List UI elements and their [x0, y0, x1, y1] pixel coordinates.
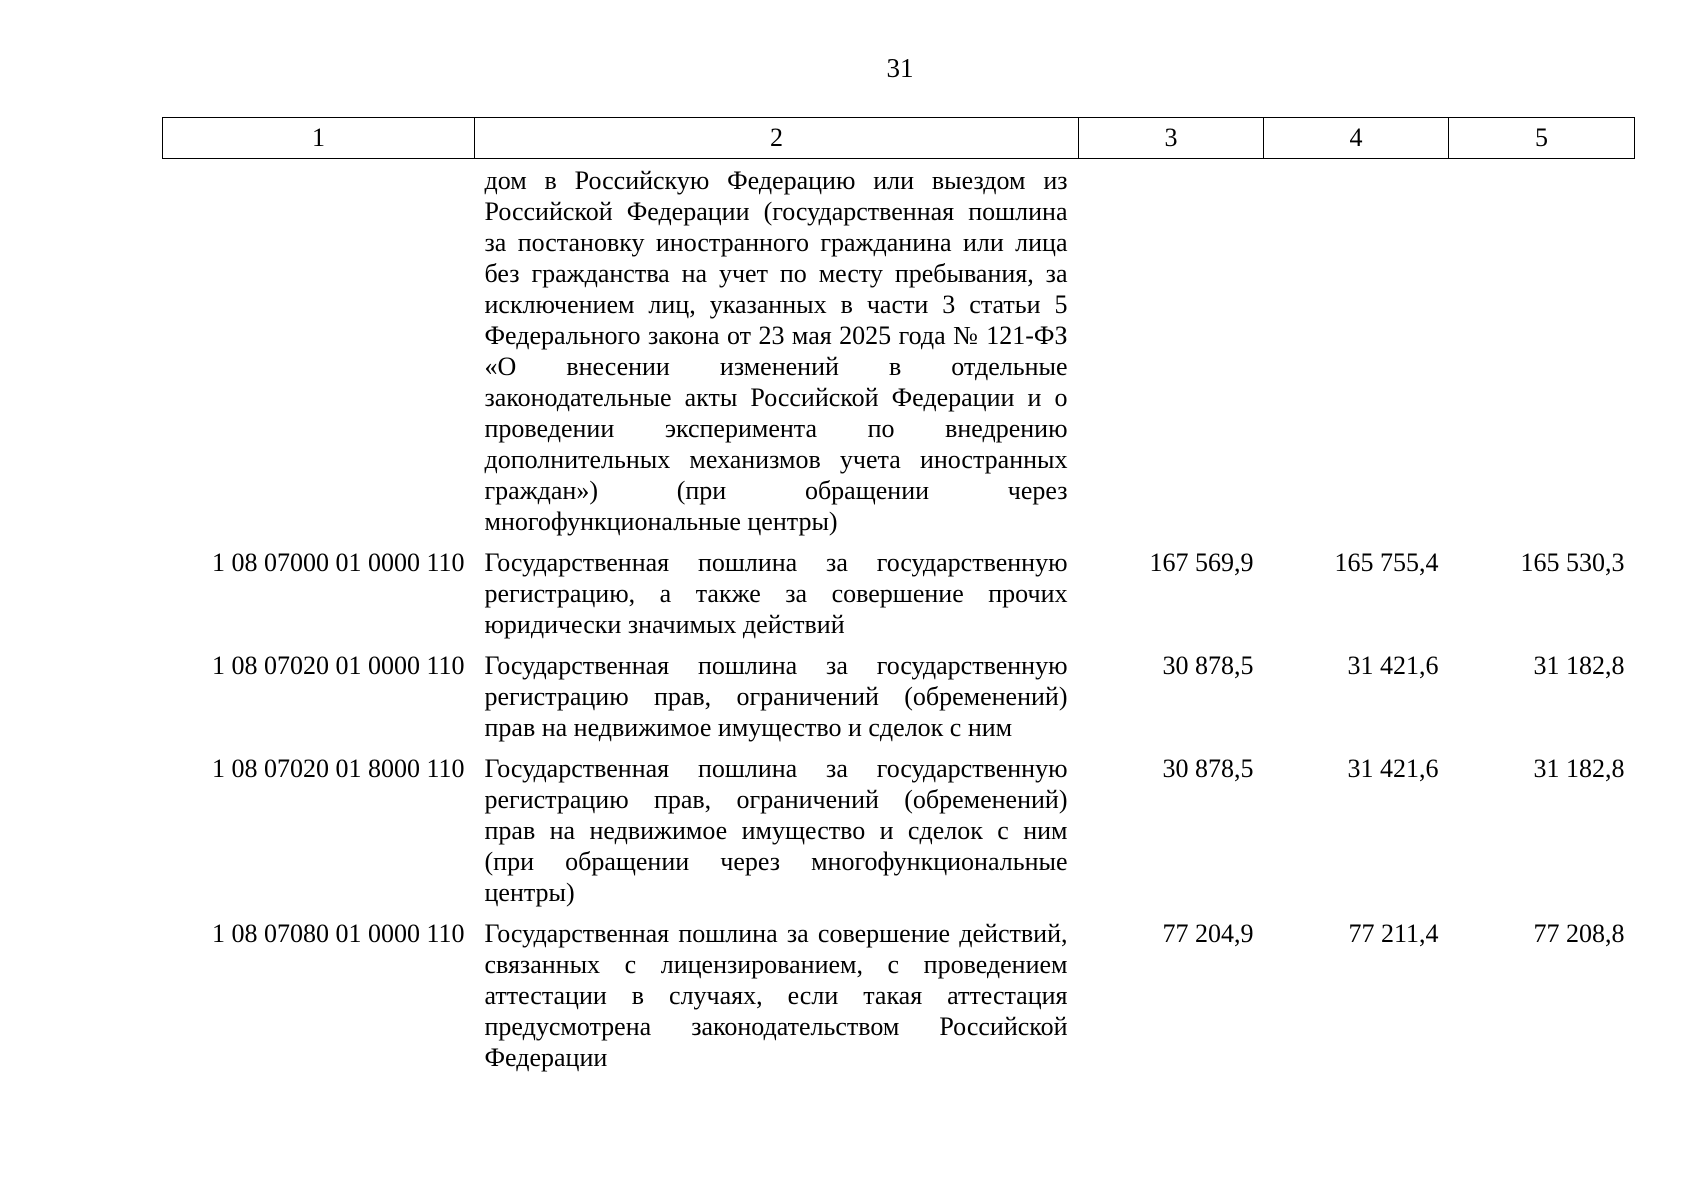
row-value-col3: 77 204,9 — [1162, 919, 1254, 948]
row-code-cell: 1 08 07020 01 0000 110 — [211, 651, 465, 680]
row-name-cell: Государственная пошлина за государственную регистрацию прав, ограничений (обременений) прав на недвижимое имущество и сделок с ним — [484, 651, 1068, 742]
table-row — [163, 908, 1635, 1073]
row-value-col3 — [1079, 159, 1264, 538]
row-value-col4 — [1264, 159, 1449, 538]
row-name-cell: Государственная пошлина за государственную регистрацию, а также за совершение прочих юридически значимых действий — [484, 548, 1068, 639]
column-header-4: 4 — [1264, 118, 1449, 159]
row-value-col5: 31 182,8 — [1533, 754, 1625, 783]
row-name-cell: Государственная пошлина за государственную регистрацию прав, ограничений (обременений) прав на недвижимое имущество и сделок с ним (при обращении через многофункциональные центры) — [484, 754, 1068, 907]
table-row — [163, 537, 1635, 640]
page-number: 31 — [886, 53, 914, 83]
row-name-cell: дом в Российскую Федерацию или выездом из Российской Федерации (государственная пошлина за постановку иностранного гражданина или лица без гражданства на учет по месту пребывания, за исключением лиц, указанных в части 3 статьи 5 Федерального закона от 23 мая 2025 года № 121-ФЗ «О внесении изменений в отдельные законодательные акты Российской Федерации и о проведении эксперимента по внедрению дополнительных механизмов учета иностранных граждан») (при обращении через многофункциональные центры) — [484, 166, 1068, 536]
row-value-col3: 30 878,5 — [1162, 754, 1254, 783]
table-row — [163, 743, 1635, 908]
row-code-cell — [163, 159, 475, 538]
row-code-cell: 1 08 07000 01 0000 110 — [211, 548, 465, 577]
row-value-col5: 31 182,8 — [1533, 651, 1625, 680]
table-row-continuation — [163, 159, 1635, 538]
row-value-col4: 77 211,4 — [1348, 919, 1439, 948]
row-value-col3: 167 569,9 — [1149, 548, 1254, 577]
table-row — [163, 640, 1635, 743]
row-value-col5: 165 530,3 — [1520, 548, 1625, 577]
table-header-row — [163, 118, 1635, 159]
budget-revenue-table — [162, 117, 1635, 1073]
column-header-1: 1 — [163, 118, 475, 159]
column-header-2: 2 — [475, 118, 1079, 159]
row-value-col5: 77 208,8 — [1533, 919, 1625, 948]
row-code-cell: 1 08 07080 01 0000 110 — [211, 919, 465, 948]
row-value-col3: 30 878,5 — [1162, 651, 1254, 680]
row-value-col4: 31 421,6 — [1347, 651, 1439, 680]
column-header-5: 5 — [1449, 118, 1635, 159]
column-header-3: 3 — [1079, 118, 1264, 159]
row-value-col5 — [1449, 159, 1635, 538]
row-name-cell: Государственная пошлина за совершение действий, связанных с лицензированием, с проведением аттестации в случаях, если такая аттестация предусмотрена законодательством Российской Федерации — [484, 919, 1068, 1072]
row-value-col4: 31 421,6 — [1347, 754, 1439, 783]
row-value-col4: 165 755,4 — [1334, 548, 1439, 577]
row-code-cell: 1 08 07020 01 8000 110 — [211, 754, 465, 783]
